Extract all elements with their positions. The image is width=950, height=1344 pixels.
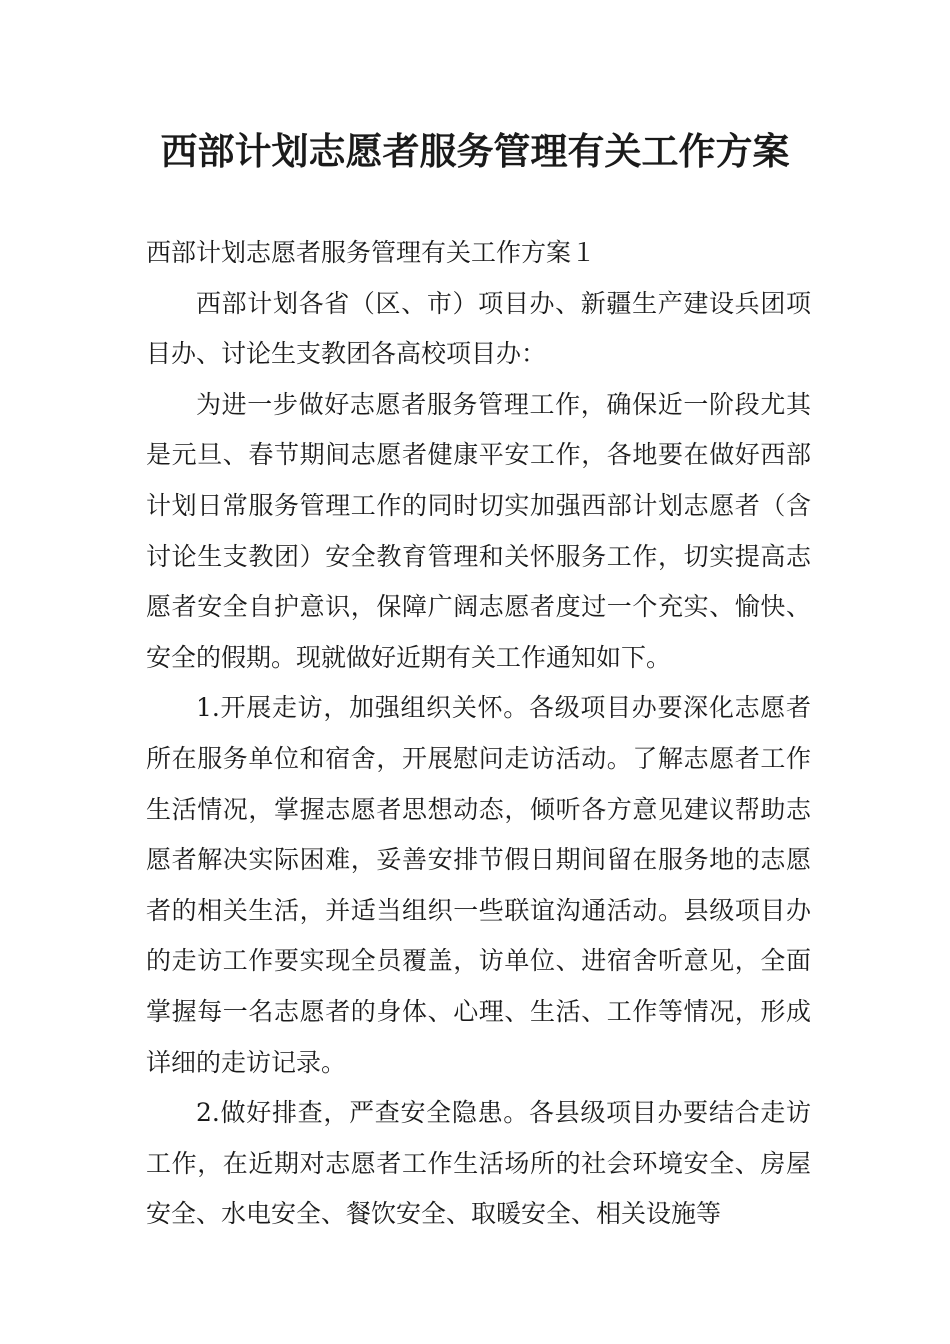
document-title: 西部计划志愿者服务管理有关工作方案	[160, 130, 790, 173]
paragraph-intro: 为进一步做好志愿者服务管理工作，确保近一阶段尤其是元旦、春节期间志愿者健康平安工作，各地要在做好西部计划日常服务管理工作的同时切实加强西部计划志愿者（含讨论生支教团）安全教育管理和关怀服务工作，切实提高志愿者安全自护意识，保障广阔志愿者度过一个充实、愉快、安全的假期。现就做好近期有关工作通知如下。	[146, 389, 811, 672]
paragraph-addressees: 西部计划各省（区、市）项目办、新疆生产建设兵团项目办、讨论生支教团各高校项目办：	[146, 288, 811, 369]
section-heading: 西部计划志愿者服务管理有关工作方案１	[146, 238, 597, 267]
paragraph-item-2: 2.做好排查，严查安全隐患。各县级项目办要结合走访工作，在近期对志愿者工作生活场所的社会环境安全、房屋安全、水电安全、餐饮安全、取暖安全、相关设施等	[146, 1098, 811, 1229]
document-body	[146, 228, 811, 1240]
paragraph-item-1: 1.开展走访，加强组织关怀。各级项目办要深化志愿者所在服务单位和宿舍，开展慰问走访活动。了解志愿者工作生活情况，掌握志愿者思想动态，倾听各方意见建议帮助志愿者解决实际困难，妥善安排节假日期间留在服务地的志愿者的相关生活，并适当组织一些联谊沟通活动。县级项目办的走访工作要实现全员覆盖，访单位、进宿舍听意见，全面掌握每一名志愿者的身体、心理、生活、工作等情况，形成详细的走访记录。	[146, 693, 811, 1077]
